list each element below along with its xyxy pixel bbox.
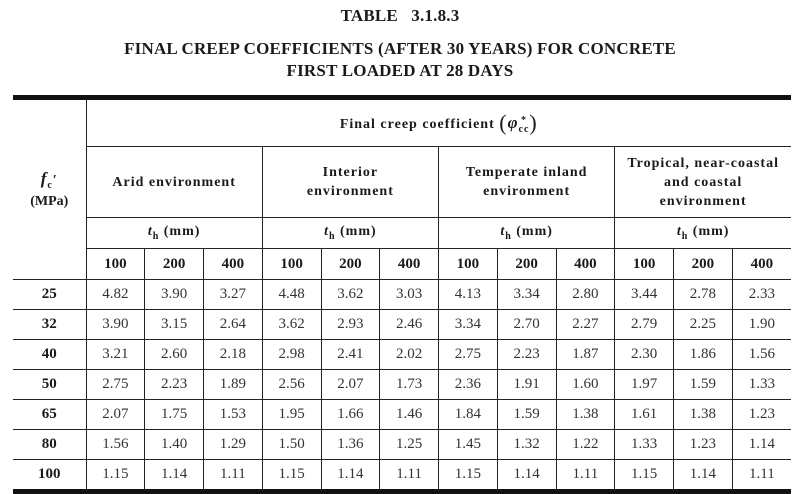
creep-coefficient-cell: 4.82: [86, 280, 145, 310]
creep-coefficient-cell: 3.44: [615, 280, 674, 310]
table-row: [13, 460, 791, 492]
fc-unit: (MPa): [30, 194, 69, 210]
creep-coefficient-cell: 1.23: [674, 430, 733, 460]
creep-coefficient-cell: 1.15: [615, 460, 674, 492]
creep-coefficient-cell: 1.45: [439, 430, 498, 460]
creep-coefficient-cell: 3.90: [145, 280, 204, 310]
creep-coefficient-cell: 2.36: [439, 370, 498, 400]
creep-coefficient-cell: 2.02: [380, 340, 439, 370]
creep-coefficient-cell: 1.11: [556, 460, 615, 492]
fc-value: 65: [13, 400, 86, 430]
creep-coefficient-cell: 3.34: [439, 310, 498, 340]
creep-coefficient-cell: 1.22: [556, 430, 615, 460]
fc-value: 32: [13, 310, 86, 340]
creep-coefficient-cell: 1.89: [204, 370, 263, 400]
creep-coefficient-cell: 1.14: [674, 460, 733, 492]
table-row: [13, 430, 791, 460]
creep-coefficient-cell: 3.62: [321, 280, 380, 310]
thickness-header: 400: [380, 249, 439, 280]
creep-coefficient-cell: 2.75: [86, 370, 145, 400]
creep-coefficient-cell: 1.50: [262, 430, 321, 460]
creep-coefficient-cell: 2.41: [321, 340, 380, 370]
creep-coefficient-cell: 2.30: [615, 340, 674, 370]
fc-value: 100: [13, 460, 86, 492]
creep-coefficient-cell: 2.23: [497, 340, 556, 370]
creep-coefficient-cell: 1.11: [380, 460, 439, 492]
fc-column-header: [13, 98, 86, 280]
creep-coefficient-cell: 3.15: [145, 310, 204, 340]
creep-coefficient-cell: 2.75: [439, 340, 498, 370]
creep-coefficient-cell: 1.14: [497, 460, 556, 492]
creep-coefficient-cell: 2.18: [204, 340, 263, 370]
creep-coefficient-cell: 1.15: [439, 460, 498, 492]
th-header: $t_h$ (mm): [262, 218, 438, 249]
creep-coefficient-cell: 1.14: [321, 460, 380, 492]
creep-coefficient-cell: 1.15: [86, 460, 145, 492]
creep-coefficient-cell: 3.03: [380, 280, 439, 310]
creep-coefficient-cell: 1.36: [321, 430, 380, 460]
env-header-interior: Interior environment: [262, 147, 438, 218]
table-title-line1: FINAL CREEP COEFFICIENTS (AFTER 30 YEARS) FOR CONCRETE: [124, 39, 676, 58]
creep-coefficient-cell: 2.93: [321, 310, 380, 340]
env-header-arid: Arid environment: [86, 147, 262, 218]
creep-coefficient-cell: 4.13: [439, 280, 498, 310]
final-creep-coefficient-header: Final creep coefficient (φ * cc ): [86, 98, 791, 147]
thickness-header: 200: [497, 249, 556, 280]
creep-coefficient-cell: 2.33: [732, 280, 791, 310]
creep-coefficient-cell: 3.34: [497, 280, 556, 310]
creep-coefficient-cell: 2.46: [380, 310, 439, 340]
creep-coefficient-cell: 1.53: [204, 400, 263, 430]
creep-coefficient-cell: 1.91: [497, 370, 556, 400]
creep-coefficient-table: [13, 95, 791, 494]
creep-coefficient-cell: 1.90: [732, 310, 791, 340]
creep-coefficient-cell: 1.29: [204, 430, 263, 460]
creep-coefficient-cell: 1.14: [145, 460, 204, 492]
creep-coefficient-cell: 1.73: [380, 370, 439, 400]
table-number: TABLE 3.1.8.3: [340, 6, 460, 25]
creep-coefficient-cell: 3.21: [86, 340, 145, 370]
creep-coefficient-cell: 2.60: [145, 340, 204, 370]
creep-coefficient-cell: 1.15: [262, 460, 321, 492]
thickness-header: 200: [674, 249, 733, 280]
table-title: [0, 38, 800, 82]
creep-coefficient-cell: 1.11: [732, 460, 791, 492]
thickness-header: 400: [204, 249, 263, 280]
fc-value: 50: [13, 370, 86, 400]
creep-coefficient-cell: 1.46: [380, 400, 439, 430]
thickness-header: 100: [262, 249, 321, 280]
creep-coefficient-cell: 2.79: [615, 310, 674, 340]
creep-coefficient-cell: 1.59: [674, 370, 733, 400]
th-header: $t_h$ (mm): [86, 218, 262, 249]
fc-prime: ′: [52, 172, 58, 188]
creep-coefficient-cell: 1.86: [674, 340, 733, 370]
table-row: [13, 280, 791, 310]
creep-coefficient-cell: 4.48: [262, 280, 321, 310]
creep-coefficient-cell: 1.32: [497, 430, 556, 460]
table-row: [13, 370, 791, 400]
table-row: [13, 340, 791, 370]
creep-coefficient-cell: 1.11: [204, 460, 263, 492]
creep-coefficient-cell: 2.64: [204, 310, 263, 340]
creep-coefficient-cell: 3.27: [204, 280, 263, 310]
creep-coefficient-cell: 1.84: [439, 400, 498, 430]
fc-value: 80: [13, 430, 86, 460]
creep-coefficient-cell: 2.78: [674, 280, 733, 310]
th-header: $t_h$ (mm): [439, 218, 615, 249]
creep-coefficient-cell: 2.25: [674, 310, 733, 340]
thickness-header: 200: [321, 249, 380, 280]
thickness-header: 100: [439, 249, 498, 280]
creep-coefficient-cell: 1.60: [556, 370, 615, 400]
creep-coefficient-cell: 2.56: [262, 370, 321, 400]
creep-coefficient-cell: 2.07: [321, 370, 380, 400]
env-header-temperate-inland: Temperate inland environment: [439, 147, 615, 218]
creep-coefficient-cell: 1.38: [674, 400, 733, 430]
creep-coefficient-cell: 1.33: [615, 430, 674, 460]
fc-symbol: f: [40, 168, 48, 188]
creep-coefficient-cell: 1.75: [145, 400, 204, 430]
creep-coefficient-cell: 3.62: [262, 310, 321, 340]
creep-coefficient-cell: 2.23: [145, 370, 204, 400]
creep-coefficient-cell: 1.87: [556, 340, 615, 370]
table-body: [13, 280, 791, 492]
creep-coefficient-cell: 1.66: [321, 400, 380, 430]
creep-coefficient-cell: 1.40: [145, 430, 204, 460]
creep-coefficient-cell: 2.07: [86, 400, 145, 430]
group-header-label: Final creep coefficient: [339, 117, 495, 132]
creep-coefficient-cell: 1.56: [86, 430, 145, 460]
creep-coefficient-cell: 1.23: [732, 400, 791, 430]
creep-coefficient-cell: 2.98: [262, 340, 321, 370]
table-row: [13, 310, 791, 340]
env-header-tropical-coastal: Tropical, near-coastal and coastal environment: [615, 147, 791, 218]
creep-coefficient-cell: 1.59: [497, 400, 556, 430]
creep-coefficient-cell: 2.27: [556, 310, 615, 340]
phi-subscript: cc: [518, 123, 530, 135]
creep-coefficient-cell: 1.14: [732, 430, 791, 460]
creep-coefficient-cell: 1.95: [262, 400, 321, 430]
phi-symbol: φ: [507, 113, 519, 132]
creep-coefficient-cell: 1.25: [380, 430, 439, 460]
creep-coefficient-cell: 2.80: [556, 280, 615, 310]
table-row: [13, 400, 791, 430]
creep-coefficient-cell: 1.56: [732, 340, 791, 370]
creep-coefficient-cell: 1.33: [732, 370, 791, 400]
creep-coefficient-cell: 1.38: [556, 400, 615, 430]
fc-value: 40: [13, 340, 86, 370]
thickness-header: 400: [556, 249, 615, 280]
fc-subscript: c: [47, 179, 53, 191]
thickness-header: 400: [732, 249, 791, 280]
creep-coefficient-cell: 3.90: [86, 310, 145, 340]
creep-coefficient-cell: 1.61: [615, 400, 674, 430]
thickness-header: 200: [145, 249, 204, 280]
phi-superscript: *: [520, 114, 527, 126]
creep-coefficient-cell: 1.97: [615, 370, 674, 400]
th-header: $t_h$ (mm): [615, 218, 791, 249]
creep-coefficient-cell: 2.70: [497, 310, 556, 340]
thickness-header: 100: [86, 249, 145, 280]
fc-value: 25: [13, 280, 86, 310]
table-title-line2: FIRST LOADED AT 28 DAYS: [286, 61, 514, 80]
thickness-header: 100: [615, 249, 674, 280]
